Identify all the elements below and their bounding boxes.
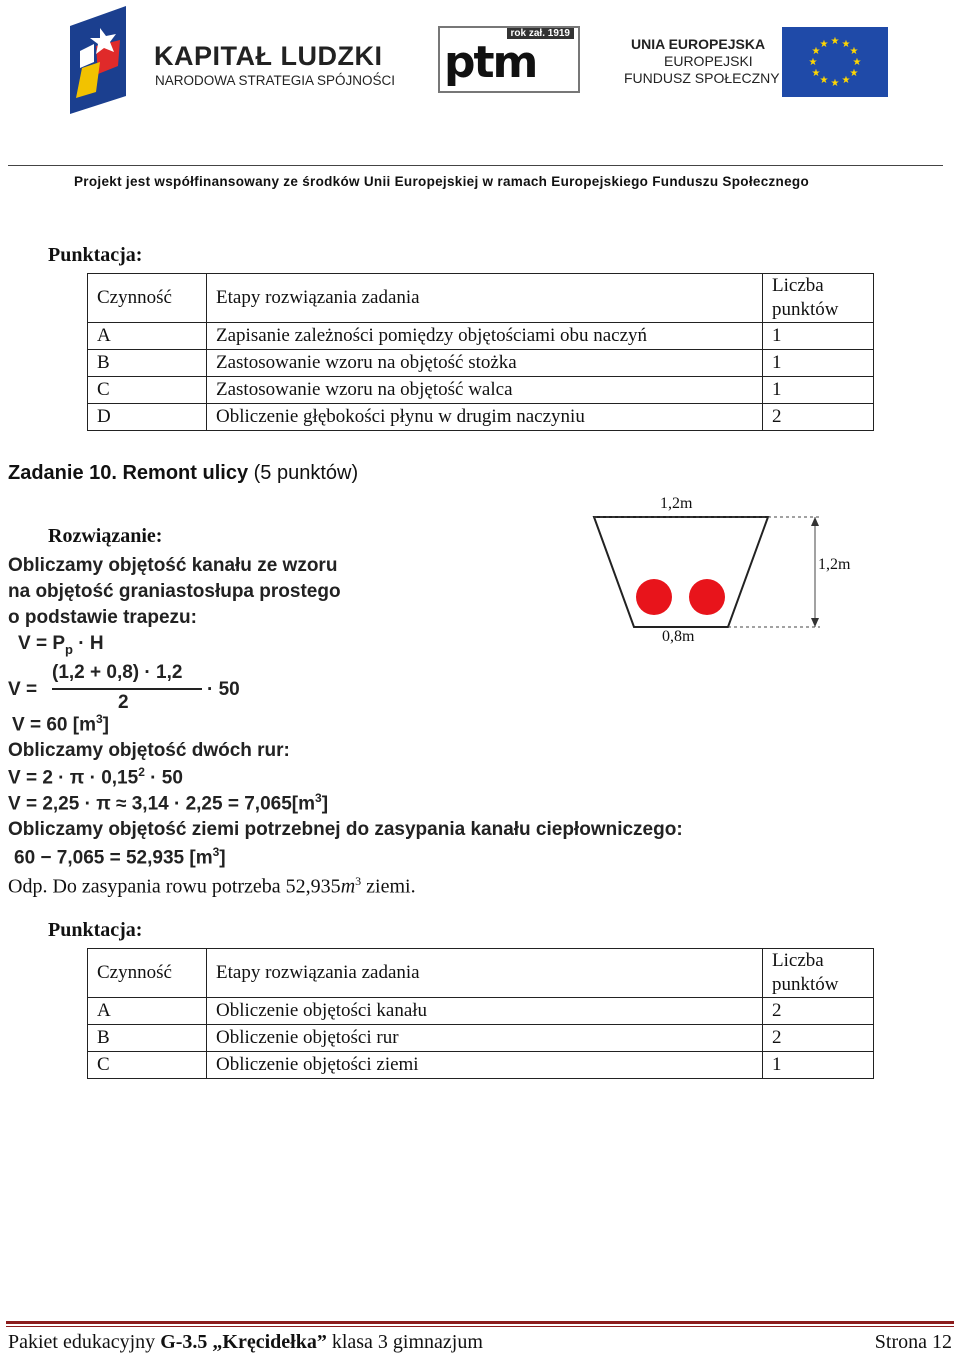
svg-text:★: ★ (849, 68, 859, 79)
solution-line: Obliczamy objętość ziemi potrzebnej do zasypania kanału ciepłowniczego: (8, 819, 683, 840)
scoring-heading-2: Punktacja: (48, 919, 143, 941)
formula-earth: 60 − 7,065 = 52,935 $[m^3]$ (14, 845, 226, 869)
eu-fund-line2: FUNDUSZ SPOŁECZNY (624, 70, 780, 86)
footer-divider (6, 1321, 954, 1324)
answer-line: Odp. Do zasypania rowu potrzeba $52,935m^3$ ziemi. (8, 874, 416, 898)
solution-line: na objętość graniastosłupa prostego (8, 581, 341, 602)
cofinancing-notice: Projekt jest współfinansowany ze środków Unii Europejskiej w ramach Europejskiego Funduszu Społecznego (74, 174, 809, 189)
svg-text:★: ★ (849, 46, 859, 57)
ptm-year-label: rok zał. 1919 (507, 28, 574, 39)
table-row (88, 377, 874, 404)
header-stages: Etapy rozwiązania zadania (207, 274, 763, 323)
row-points: 1 (763, 323, 874, 350)
row-id: C (88, 1052, 207, 1079)
diagram-bottom-label: 0,8m (662, 628, 695, 645)
pipe-right (689, 579, 725, 615)
table-row (88, 998, 874, 1025)
footer-page-number: Strona 12 (874, 1331, 952, 1353)
table-row (88, 1025, 874, 1052)
solution-line: o podstawie trapezu: (8, 607, 197, 628)
row-points: 2 (763, 998, 874, 1025)
row-stage: Zastosowanie wzoru na objętość walca (207, 377, 763, 404)
table-row (88, 323, 874, 350)
table-header-row (88, 274, 874, 323)
svg-text:★: ★ (852, 57, 862, 68)
header-points: Liczba punktów (763, 949, 874, 998)
svg-text:★: ★ (819, 39, 829, 50)
eu-flag-icon (782, 27, 888, 97)
solution-line: Obliczamy objętość dwóch rur: (8, 740, 290, 761)
kapital-ludzki-title: KAPITAŁ LUDZKI (154, 41, 383, 71)
solution-heading: Rozwiązanie: (48, 525, 163, 547)
kapital-ludzki-logo (60, 6, 150, 114)
row-id: A (88, 998, 207, 1025)
svg-text:★: ★ (811, 46, 821, 57)
diagram-top-label: 1,2m (660, 495, 693, 512)
row-id: A (88, 323, 207, 350)
row-stage: Obliczenie głębokości płynu w drugim naczyniu (207, 404, 763, 431)
row-stage: Zastosowanie wzoru na objętość stożka (207, 350, 763, 377)
header-activity: Czynność (88, 274, 207, 323)
row-points: 1 (763, 350, 874, 377)
footer-divider-thin (6, 1326, 954, 1327)
row-points: 1 (763, 1052, 874, 1079)
ptm-wordmark: ptm (444, 37, 537, 88)
row-points: 1 (763, 377, 874, 404)
pipe-left (636, 579, 672, 615)
header-activity: Czynność (88, 949, 207, 998)
row-id: B (88, 350, 207, 377)
svg-text:★: ★ (841, 39, 851, 50)
formula-volume-result: V = 60 $[m^3]$ (12, 712, 109, 736)
formula-pipes: $V = 2 \cdot \pi \cdot 0,15^2 \cdot 50$ (8, 765, 183, 789)
table-row (88, 1052, 874, 1079)
table-header-row (88, 949, 874, 998)
formula-volume-prism: $V = P_p \cdot H$ (18, 633, 104, 657)
svg-text:★: ★ (841, 75, 851, 86)
ptm-logo (438, 26, 580, 93)
row-id: C (88, 377, 207, 404)
table-row (88, 350, 874, 377)
header-divider (8, 165, 943, 166)
header-stages: Etapy rozwiązania zadania (207, 949, 763, 998)
kapital-ludzki-emblem-icon (60, 6, 150, 114)
channel-diagram (580, 490, 870, 655)
scoring-table-2 (87, 948, 874, 1079)
kapital-ludzki-subtitle: NARODOWA STRATEGIA SPÓJNOŚCI (155, 73, 396, 88)
svg-text:★: ★ (811, 68, 821, 79)
formula-trapezoid: V = (1,2 + 0,8) · 1,2 2 · 50 (8, 662, 240, 713)
row-id: D (88, 404, 207, 431)
svg-text:★: ★ (830, 36, 840, 47)
scoring-heading-1: Punktacja: (48, 244, 143, 266)
svg-text:★: ★ (819, 75, 829, 86)
header-points: Liczba punktów (763, 274, 874, 323)
footer-package-label: Pakiet edukacyjny G-3.5 „Kręcidełka” klasa 3 gimnazjum (8, 1331, 483, 1353)
table-row (88, 404, 874, 431)
solution-line: Obliczamy objętość kanału ze wzoru (8, 555, 338, 576)
row-stage: Obliczenie objętości kanału (207, 998, 763, 1025)
eu-fund-line1: EUROPEJSKI (664, 53, 753, 69)
scoring-table-1 (87, 273, 874, 431)
row-stage: Obliczenie objętości rur (207, 1025, 763, 1052)
svg-text:★: ★ (808, 57, 818, 68)
row-points: 2 (763, 404, 874, 431)
row-points: 2 (763, 1025, 874, 1052)
row-stage: Obliczenie objętości ziemi (207, 1052, 763, 1079)
formula-pipes-result: $V = 2,25 \cdot \pi \approx 3,14 \cdot 2,25 = 7,065[m^3]$ (8, 791, 329, 815)
row-stage: Zapisanie zależności pomiędzy objętościami obu naczyń (207, 323, 763, 350)
row-id: B (88, 1025, 207, 1052)
eu-title: UNIA EUROPEJSKA (631, 36, 766, 52)
diagram-height-label: 1,2m (818, 556, 851, 573)
svg-text:★: ★ (830, 78, 840, 89)
task-title: Zadanie 10. Remont ulicy (5 punktów) (8, 462, 359, 484)
